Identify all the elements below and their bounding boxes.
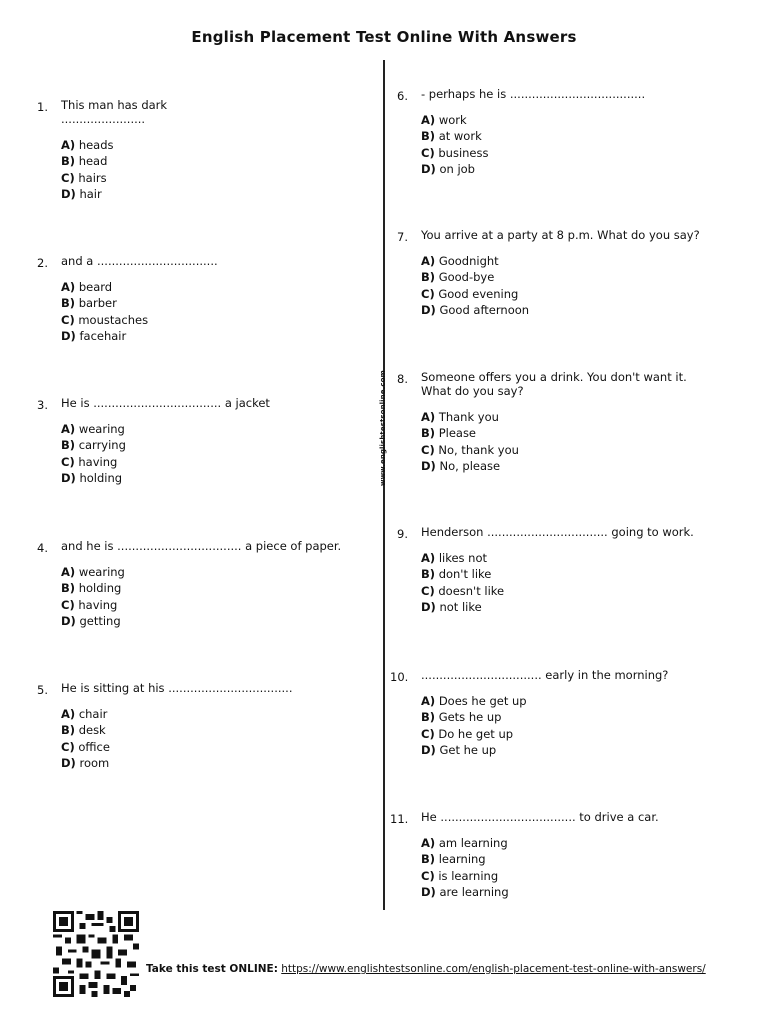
question-stem: Someone offers you a drink. You don't want it. What do you say? <box>421 370 687 398</box>
page-title: English Placement Test Online With Answers <box>191 28 577 46</box>
option-letter: A) <box>421 254 436 268</box>
option-letter: D) <box>61 755 76 770</box>
option-text: business <box>438 145 489 160</box>
option-letter: B) <box>61 154 76 169</box>
option-text: heads <box>78 138 114 152</box>
answer-option[interactable] <box>421 286 716 302</box>
answer-option[interactable] <box>61 454 356 470</box>
question-stem: He is ................................... a jacket <box>61 396 270 410</box>
answer-option[interactable] <box>421 599 716 615</box>
option-letter: C) <box>421 442 435 457</box>
answer-option[interactable] <box>61 755 356 771</box>
option-text: office <box>78 739 110 754</box>
answer-option[interactable] <box>421 851 716 867</box>
option-letter: C) <box>421 868 435 883</box>
option-text: wearing <box>78 565 125 579</box>
footer-label: Take this test ONLINE: <box>146 963 278 975</box>
option-text: likes not <box>438 551 488 565</box>
option-letter: C) <box>61 597 75 612</box>
answer-option[interactable] <box>421 302 716 318</box>
option-text: is learning <box>438 868 499 883</box>
option-list <box>61 421 356 486</box>
footer-online-link <box>146 963 706 976</box>
question-number: 2. <box>37 256 48 270</box>
option-letter: D) <box>61 186 76 201</box>
option-letter: D) <box>421 884 436 899</box>
question-stem: and a ................................. <box>61 254 218 268</box>
option-text: learning <box>438 852 486 867</box>
answer-option[interactable] <box>421 835 716 851</box>
option-letter: B) <box>421 270 436 285</box>
answer-option[interactable] <box>421 709 716 725</box>
question-stem: - perhaps he is ..................................... <box>421 87 646 101</box>
option-text: desk <box>78 723 106 738</box>
option-letter: D) <box>421 458 436 473</box>
option-letter: C) <box>421 726 435 741</box>
option-letter: A) <box>421 694 436 708</box>
option-letter: A) <box>421 836 436 850</box>
answer-option[interactable] <box>421 161 716 177</box>
option-text: carrying <box>78 438 126 453</box>
answer-option[interactable] <box>61 153 201 169</box>
answer-option[interactable] <box>421 145 716 161</box>
option-text: Do he get up <box>438 726 514 741</box>
site-watermark-vertical: www.englishtestsonline.com <box>379 370 387 486</box>
question-number: 9. <box>397 527 408 541</box>
answer-option[interactable] <box>61 597 356 613</box>
option-letter: A) <box>61 280 76 294</box>
answer-option[interactable] <box>421 742 716 758</box>
answer-option[interactable] <box>61 295 356 311</box>
option-letter: B) <box>61 723 76 738</box>
question-4 <box>37 539 356 629</box>
option-text: Does he get up <box>438 694 527 708</box>
option-text: hair <box>79 186 102 201</box>
option-list <box>421 253 716 318</box>
option-text: holding <box>78 581 122 596</box>
question-stem: and he is .................................. a piece of paper. <box>61 539 342 553</box>
option-letter: C) <box>61 739 75 754</box>
option-text: wearing <box>78 422 125 436</box>
answer-option[interactable] <box>61 722 356 738</box>
option-letter: B) <box>61 581 76 596</box>
option-text: barber <box>78 296 117 311</box>
option-list <box>61 137 201 202</box>
option-text: chair <box>78 707 108 721</box>
answer-option[interactable] <box>61 564 356 580</box>
option-letter: B) <box>61 296 76 311</box>
question-number: 1. <box>37 100 48 114</box>
option-list <box>421 550 716 615</box>
answer-option[interactable] <box>61 279 356 295</box>
option-letter: D) <box>61 328 76 343</box>
option-text: holding <box>79 470 123 485</box>
option-text: am learning <box>438 836 508 850</box>
answer-option[interactable] <box>61 437 356 453</box>
question-number: 6. <box>397 89 408 103</box>
option-text: at work <box>438 129 482 144</box>
question-11 <box>390 810 716 900</box>
answer-option[interactable] <box>421 409 716 425</box>
option-text: Please <box>438 426 477 441</box>
option-text: No, thank you <box>438 442 519 457</box>
test-url-link[interactable]: https://www.englishtestsonline.com/english-placement-test-online-with-answers/ <box>281 963 706 975</box>
option-letter: B) <box>421 567 436 582</box>
option-text: Get he up <box>439 742 497 757</box>
question-10 <box>390 668 716 758</box>
option-text: having <box>78 454 118 469</box>
answer-option[interactable] <box>421 425 716 441</box>
option-text: having <box>78 597 118 612</box>
answer-option[interactable] <box>61 613 356 629</box>
option-list <box>421 112 716 177</box>
question-8 <box>397 370 716 474</box>
option-text: moustaches <box>78 312 149 327</box>
option-letter: C) <box>421 286 435 301</box>
option-letter: A) <box>61 707 76 721</box>
answer-option[interactable] <box>421 269 716 285</box>
question-number: 5. <box>37 683 48 697</box>
question-number: 8. <box>397 372 408 386</box>
answer-option[interactable] <box>421 112 716 128</box>
option-letter: B) <box>421 852 436 867</box>
option-text: doesn't like <box>438 583 505 598</box>
option-letter: D) <box>421 742 436 757</box>
option-letter: A) <box>61 138 76 152</box>
question-stem: You arrive at a party at 8 p.m. What do you say? <box>421 228 700 242</box>
answer-option[interactable] <box>61 170 201 186</box>
answer-option[interactable] <box>61 739 356 755</box>
option-letter: B) <box>421 710 436 725</box>
answer-option[interactable] <box>61 706 356 722</box>
question-number: 7. <box>397 230 408 244</box>
option-text: No, please <box>439 458 501 473</box>
answer-option[interactable] <box>61 470 356 486</box>
answer-option[interactable] <box>421 128 716 144</box>
option-letter: B) <box>421 426 436 441</box>
question-stem: ................................. early in the morning? <box>421 668 669 682</box>
option-list <box>61 279 356 344</box>
option-text: beard <box>78 280 113 294</box>
answer-option[interactable] <box>61 312 356 328</box>
option-text: head <box>78 154 108 169</box>
question-stem: Henderson ................................. going to work. <box>421 525 694 539</box>
question-6 <box>397 87 716 177</box>
question-number: 3. <box>37 398 48 412</box>
option-letter: D) <box>421 302 436 317</box>
option-text: getting <box>79 613 121 628</box>
answer-option[interactable] <box>421 442 716 458</box>
option-text: are learning <box>439 884 509 899</box>
answer-option[interactable] <box>61 328 356 344</box>
answer-option[interactable] <box>421 566 716 582</box>
option-list <box>421 409 716 474</box>
option-letter: D) <box>61 470 76 485</box>
question-1 <box>37 98 201 202</box>
answer-option[interactable] <box>61 580 356 596</box>
qr-code-icon <box>51 911 141 997</box>
option-letter: A) <box>61 422 76 436</box>
option-text: Good afternoon <box>439 302 530 317</box>
option-letter: D) <box>61 613 76 628</box>
option-letter: A) <box>421 113 436 127</box>
option-letter: B) <box>421 129 436 144</box>
option-letter: C) <box>421 583 435 598</box>
answer-option[interactable] <box>61 186 201 202</box>
option-list <box>421 693 716 758</box>
question-2 <box>37 254 356 344</box>
question-stem: He is sitting at his .................................. <box>61 681 293 695</box>
answer-option[interactable] <box>61 137 201 153</box>
answer-option[interactable] <box>421 693 716 709</box>
answer-option[interactable] <box>421 253 716 269</box>
option-text: room <box>79 755 110 770</box>
question-5 <box>37 681 356 771</box>
answer-option[interactable] <box>421 458 716 474</box>
option-letter: D) <box>421 161 436 176</box>
option-text: work <box>438 113 467 127</box>
option-text: not like <box>439 599 482 614</box>
option-letter: C) <box>421 145 435 160</box>
option-letter: A) <box>421 551 436 565</box>
answer-option[interactable] <box>421 726 716 742</box>
option-letter: C) <box>61 454 75 469</box>
question-7 <box>397 228 716 318</box>
question-number: 11. <box>390 812 409 826</box>
option-letter: A) <box>61 565 76 579</box>
option-text: Good-bye <box>438 270 495 285</box>
option-letter: A) <box>421 410 436 424</box>
answer-option[interactable] <box>421 583 716 599</box>
option-text: facehair <box>79 328 127 343</box>
option-letter: C) <box>61 312 75 327</box>
option-text: Thank you <box>438 410 499 424</box>
option-text: don't like <box>438 567 492 582</box>
option-list <box>61 564 356 629</box>
question-number: 4. <box>37 541 48 555</box>
option-text: on job <box>439 161 475 176</box>
question-stem: This man has dark ....................... <box>61 98 168 126</box>
option-letter: C) <box>61 170 75 185</box>
answer-option[interactable] <box>421 884 716 900</box>
answer-option[interactable] <box>421 868 716 884</box>
option-list <box>61 706 356 771</box>
question-number: 10. <box>390 670 409 684</box>
option-text: Gets he up <box>438 710 502 725</box>
question-stem: He ..................................... to drive a car. <box>421 810 659 824</box>
option-text: hairs <box>78 170 107 185</box>
option-letter: D) <box>421 599 436 614</box>
question-9 <box>397 525 716 615</box>
answer-option[interactable] <box>421 550 716 566</box>
answer-option[interactable] <box>61 421 356 437</box>
option-list <box>421 835 716 900</box>
option-text: Goodnight <box>438 254 499 268</box>
option-text: Good evening <box>438 286 519 301</box>
option-letter: B) <box>61 438 76 453</box>
question-3 <box>37 396 356 486</box>
